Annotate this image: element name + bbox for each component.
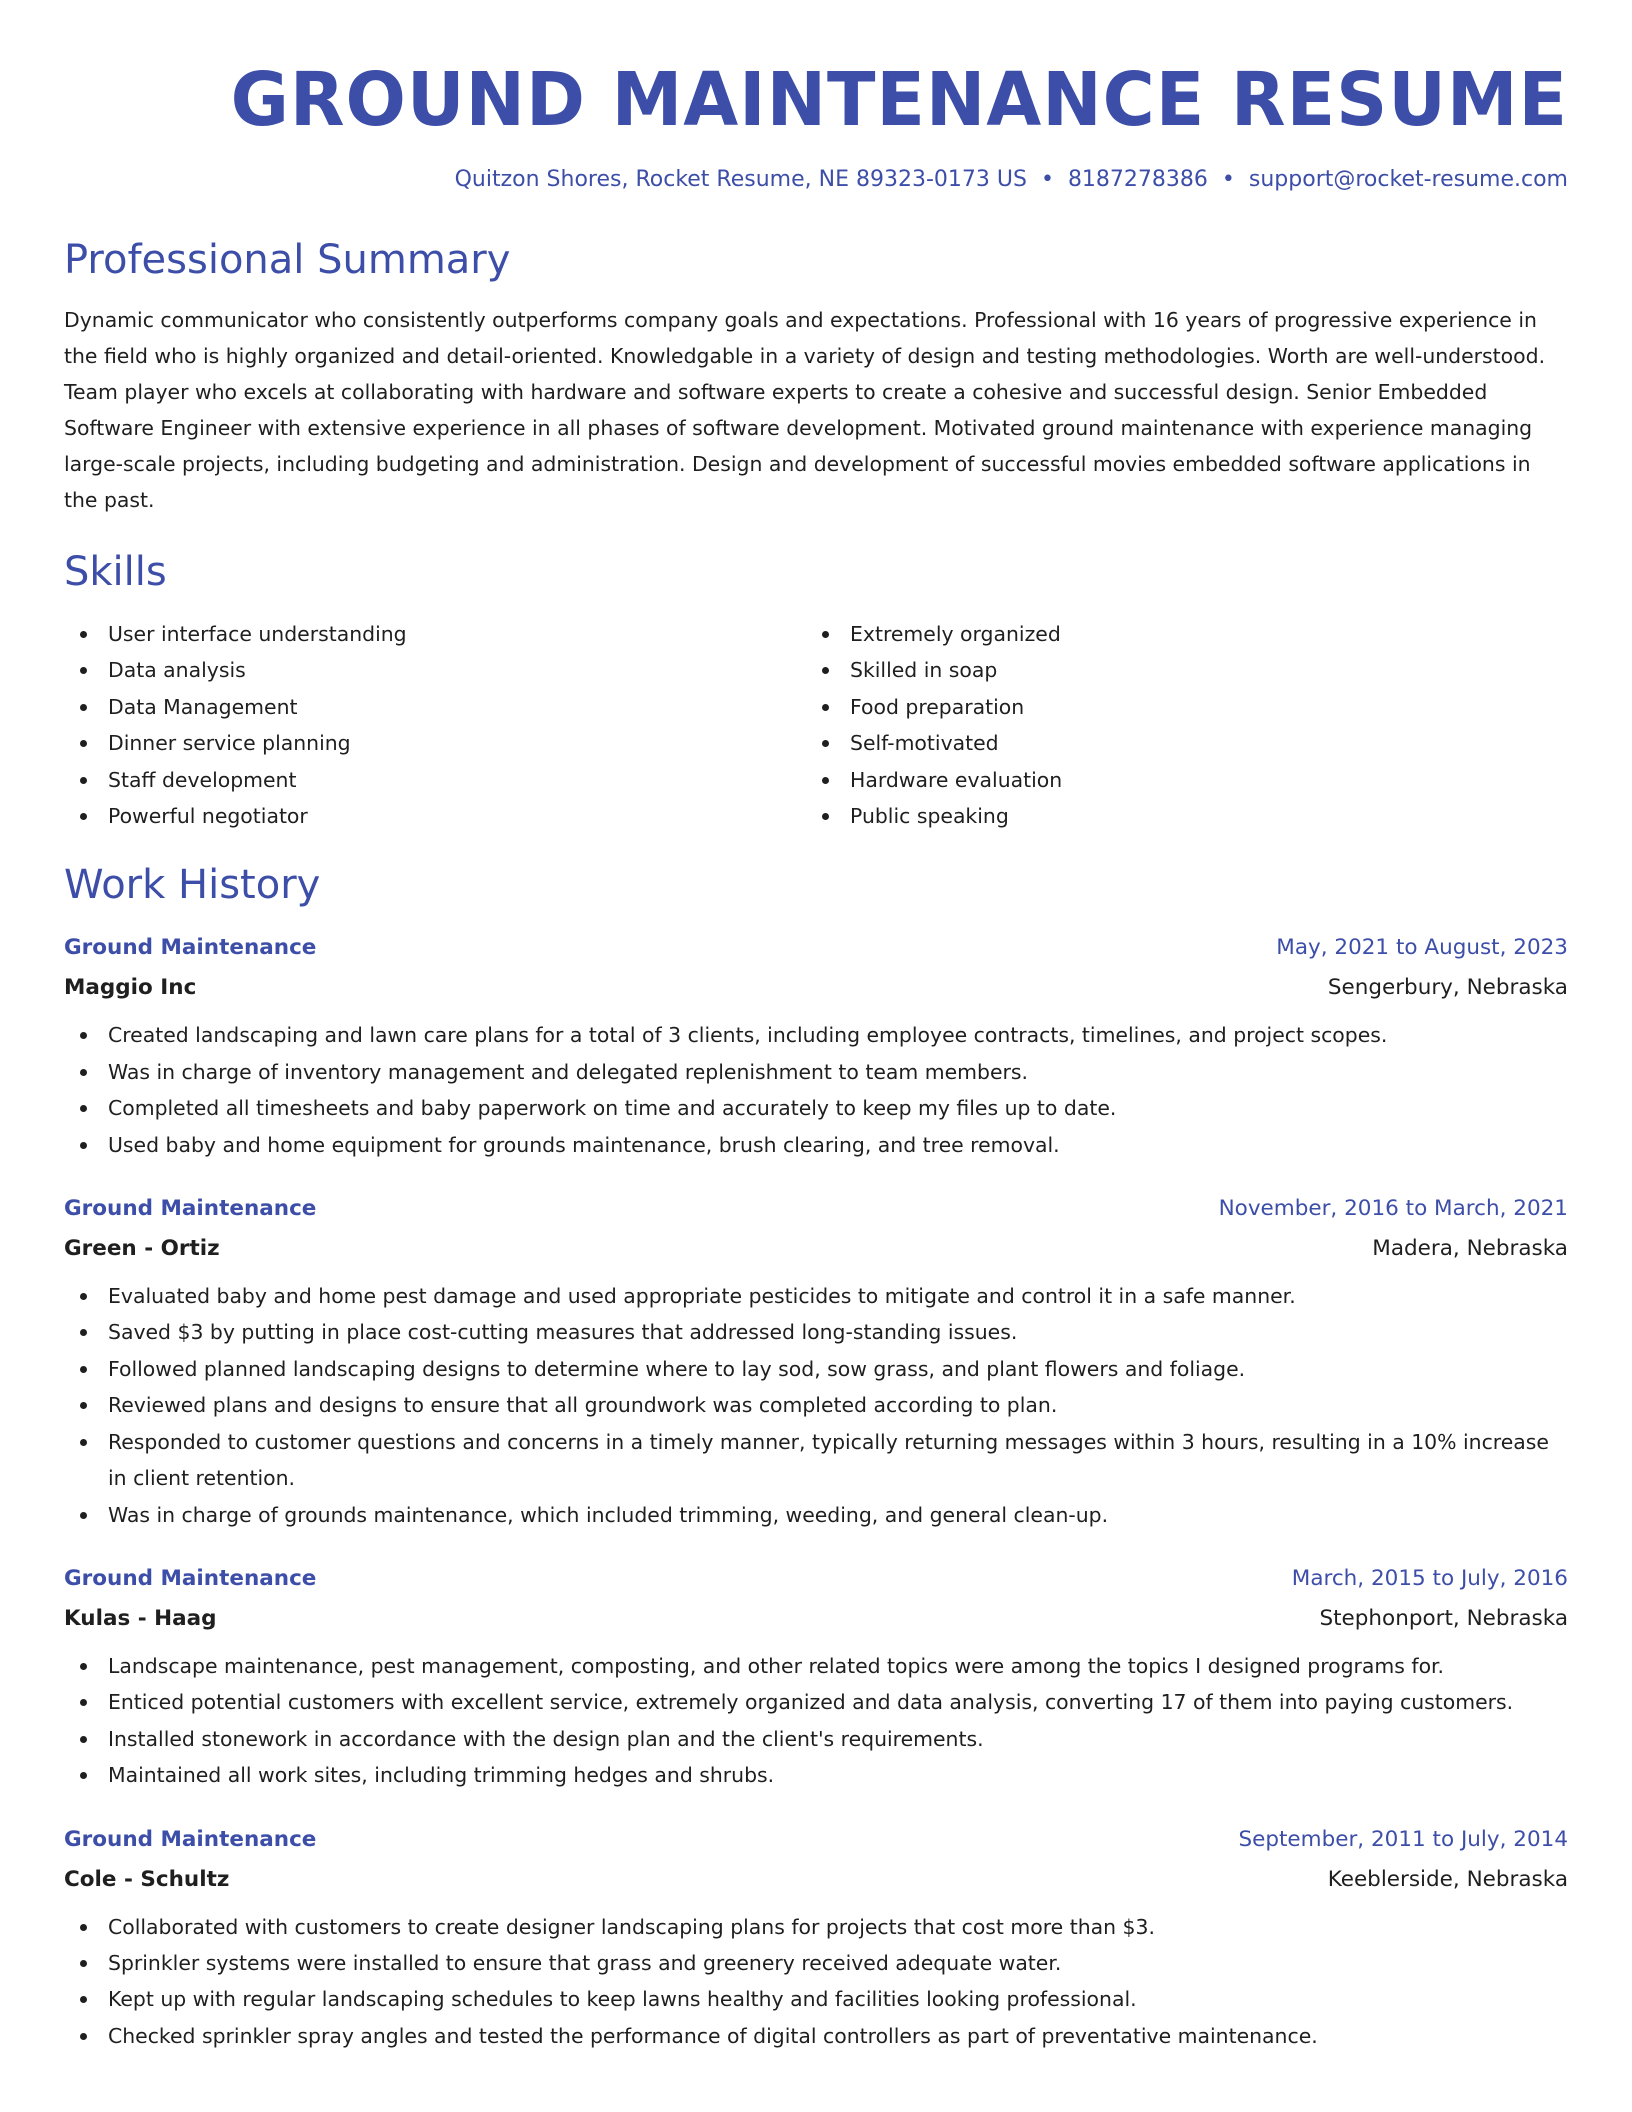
contact-separator: • — [1040, 167, 1054, 192]
skills-column-left — [64, 616, 806, 834]
job-header-row — [64, 1559, 1568, 1599]
job-company: Kulas - Haag — [64, 1605, 217, 1631]
job-entry — [64, 1559, 1568, 1794]
job-bullet: Completed all timesheets and baby paperwork on time and accurately to keep my files up to date. — [64, 1090, 1568, 1126]
job-bullet: Evaluated baby and home pest damage and used appropriate pesticides to mitigate and control it in a safe manner. — [64, 1278, 1568, 1314]
skills-heading: Skills — [64, 549, 167, 595]
skill-item: Dinner service planning — [64, 725, 806, 761]
skills-list — [64, 616, 1568, 834]
job-location: Stephonport, Nebraska — [1319, 1605, 1568, 1631]
job-bullet: Checked sprinkler spray angles and tested the performance of digital controllers as part of preventative maintenance. — [64, 2018, 1568, 2054]
skill-item: Data analysis — [64, 652, 806, 688]
job-title: Ground Maintenance — [64, 1826, 317, 1852]
contact-line — [64, 165, 1568, 195]
skill-item: Self-motivated — [806, 725, 1548, 761]
job-bullet: Saved $3 by putting in place cost-cutting measures that addressed long-standing issues. — [64, 1314, 1568, 1350]
job-company: Maggio Inc — [64, 975, 197, 1001]
job-bullet: Collaborated with customers to create designer landscaping plans for projects that cost more than $3. — [64, 1909, 1568, 1945]
job-bullet: Installed stonework in accordance with the design plan and the client's requirements. — [64, 1721, 1568, 1757]
job-bullet: Responded to customer questions and concerns in a timely manner, typically returning messages within 3 hours, resulting in a 10% increase in client retention. — [64, 1424, 1568, 1497]
job-header-row — [64, 928, 1568, 968]
job-title: Ground Maintenance — [64, 1196, 317, 1222]
job-bullets — [64, 1648, 1568, 1794]
skill-item: Skilled in soap — [806, 652, 1548, 688]
job-bullets — [64, 1017, 1568, 1163]
job-company-row — [64, 1229, 1568, 1269]
skills-column-right — [806, 616, 1548, 834]
job-bullet: Enticed potential customers with excellent service, extremely organized and data analysis, converting 17 of them into paying customers. — [64, 1684, 1568, 1720]
job-title: Ground Maintenance — [64, 935, 317, 961]
job-dates: September, 2011 to July, 2014 — [1238, 1826, 1568, 1852]
contact-address: Quitzon Shores, Rocket Resume, NE 89323-0173 US — [454, 167, 1027, 192]
job-title: Ground Maintenance — [64, 1565, 317, 1591]
job-header-row — [64, 1189, 1568, 1229]
job-bullet: Reviewed plans and designs to ensure that all groundwork was completed according to plan. — [64, 1387, 1568, 1423]
skill-item: User interface understanding — [64, 616, 806, 652]
summary-heading: Professional Summary — [64, 237, 511, 283]
contact-separator: • — [1221, 167, 1235, 192]
job-bullets — [64, 1909, 1568, 2055]
job-company: Green - Ortiz — [64, 1236, 220, 1262]
job-bullet: Followed planned landscaping designs to determine where to lay sod, sow grass, and plant flowers and foliage. — [64, 1351, 1568, 1387]
skill-item: Extremely organized — [806, 616, 1548, 652]
job-bullet: Sprinkler systems were installed to ensure that grass and greenery received adequate water. — [64, 1945, 1568, 1981]
job-bullet: Created landscaping and lawn care plans for a total of 3 clients, including employee contracts, timelines, and project scopes. — [64, 1017, 1568, 1053]
contact-phone: 8187278386 — [1067, 167, 1208, 192]
job-company: Cole - Schultz — [64, 1866, 230, 1892]
job-bullet: Kept up with regular landscaping schedules to keep lawns healthy and facilities looking professional. — [64, 1981, 1568, 2017]
summary-text: Dynamic communicator who consistently outperforms company goals and expectations. Professional with 16 years of progressive experience in the field who is highly organized and detail-oriented. Knowledgable in a variety of design and testing methodologies. Worth are well-understood. Team player who excels at collaborating with hardware and software experts to create a cohesive and successful design. Senior Embedded Software Engineer with extensive experience in all phases of software development. Motivated ground maintenance with experience managing large-scale projects, including budgeting and administration. Design and development of successful movies embedded software applications in the past. — [64, 308, 1546, 512]
job-bullet: Was in charge of inventory management and delegated replenishment to team members. — [64, 1054, 1568, 1090]
job-bullet: Landscape maintenance, pest management, composting, and other related topics were among the topics I designed programs for. — [64, 1648, 1568, 1684]
job-dates: March, 2015 to July, 2016 — [1291, 1565, 1568, 1591]
skill-item: Hardware evaluation — [806, 762, 1548, 798]
job-company-row — [64, 1599, 1568, 1639]
job-location: Madera, Nebraska — [1372, 1236, 1568, 1262]
job-bullet: Was in charge of grounds maintenance, which included trimming, weeding, and general clean-up. — [64, 1497, 1568, 1533]
job-entry — [64, 1189, 1568, 1533]
job-bullet: Maintained all work sites, including trimming hedges and shrubs. — [64, 1757, 1568, 1793]
skill-item: Powerful negotiator — [64, 798, 806, 834]
resume-page — [64, 0, 1568, 2054]
job-location: Keeblerside, Nebraska — [1327, 1866, 1568, 1892]
work-history-heading: Work History — [64, 862, 321, 909]
job-company-row — [64, 968, 1568, 1008]
job-location: Sengerbury, Nebraska — [1327, 975, 1568, 1001]
job-bullets — [64, 1278, 1568, 1533]
job-entry — [64, 1820, 1568, 2055]
skill-item: Food preparation — [806, 689, 1548, 725]
skill-item: Public speaking — [806, 798, 1548, 834]
skill-item: Data Management — [64, 689, 806, 725]
job-entry — [64, 928, 1568, 1163]
job-dates: November, 2016 to March, 2021 — [1218, 1196, 1568, 1222]
job-bullet: Used baby and home equipment for grounds maintenance, brush clearing, and tree removal. — [64, 1127, 1568, 1163]
job-company-row — [64, 1860, 1568, 1900]
contact-email[interactable]: support@rocket-resume.com — [1248, 167, 1568, 192]
skill-item: Staff development — [64, 762, 806, 798]
job-header-row — [64, 1820, 1568, 1860]
job-dates: May, 2021 to August, 2023 — [1276, 935, 1568, 961]
resume-title: GROUND MAINTENANCE RESUME — [230, 57, 1569, 143]
